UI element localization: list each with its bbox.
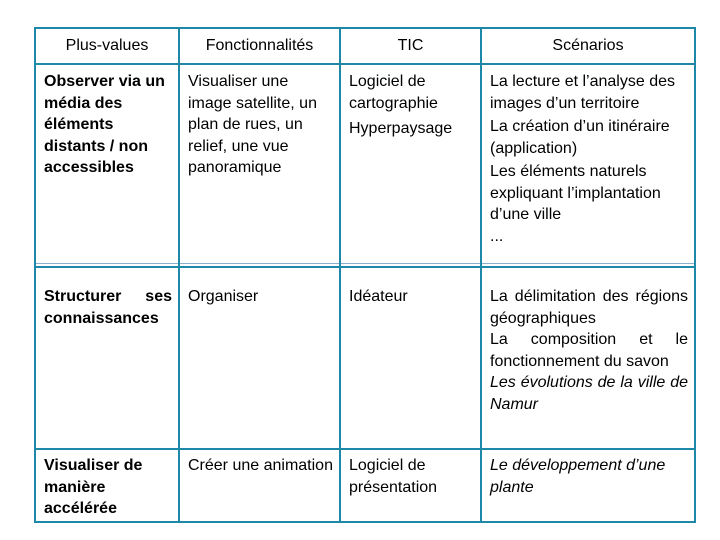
competency-table xyxy=(34,27,696,523)
row2-plus-value-text: Structurer ses connaissances xyxy=(44,288,172,327)
row3-fonctionnalite xyxy=(180,451,339,481)
row2-plus-value xyxy=(36,282,178,333)
row3-plus-value-text: Visualiser de manière accélérée xyxy=(44,457,143,517)
header-plus-values-label: Plus-values xyxy=(65,37,149,55)
row2-scenario-3: Les évolutions de la ville de Namur xyxy=(490,374,688,413)
header-plus-values xyxy=(36,29,178,63)
row2-scenarios xyxy=(482,282,694,419)
row1-scenario-3: Les éléments naturels expliquant l’implantation d’une ville xyxy=(490,163,661,223)
row2-scenario-2: La composition et le fonctionnement du savon xyxy=(490,331,688,370)
row1-plus-value-text: Observer via un média des éléments distants / non accessibles xyxy=(44,73,165,176)
header-tic-label: TIC xyxy=(397,37,424,55)
row3-scenarios xyxy=(482,451,694,502)
row3-tic-item-1: Logiciel de présentation xyxy=(349,457,438,496)
row1-scenario-4: ... xyxy=(490,227,504,245)
row1-fonctionnalite-text: Visualiser une image satellite, un plan de rues, un relief, une vue panoramique xyxy=(188,73,317,176)
row2-fonctionnalite xyxy=(180,282,339,312)
row2-tic-item-1: Idéateur xyxy=(349,288,408,305)
header-tic xyxy=(341,29,480,63)
row1-tic xyxy=(341,67,480,144)
header-fonctionnalites xyxy=(180,29,339,63)
row3-plus-value xyxy=(36,451,178,524)
row-divider-1 xyxy=(34,263,696,264)
row2-tic xyxy=(341,282,480,312)
row1-tic-item-1: Logiciel de cartographie xyxy=(349,73,438,112)
row1-tic-item-2: Hyperpaysage xyxy=(349,120,453,137)
row1-scenario-1: La lecture et l’analyse des images d’un territoire xyxy=(490,73,675,112)
header-fonctionnalites-label: Fonctionnalités xyxy=(205,37,314,55)
row2-scenario-1: La délimitation des régions géographiques xyxy=(490,288,688,327)
row3-fonctionnalite-text: Créer une animation xyxy=(188,457,333,474)
row1-scenarios xyxy=(482,67,694,251)
row-divider-1-bold xyxy=(34,266,696,268)
row-divider-2 xyxy=(34,448,696,450)
row2-fonctionnalite-text: Organiser xyxy=(188,288,259,305)
row1-fonctionnalite xyxy=(180,67,339,183)
header-scenarios-label: Scénarios xyxy=(552,37,624,55)
row3-scenario-1: Le développement d’une plante xyxy=(490,457,666,496)
row3-tic xyxy=(341,451,480,502)
row1-plus-value xyxy=(36,67,178,183)
header-scenarios xyxy=(482,29,694,63)
table-border-right xyxy=(694,27,696,523)
header-divider xyxy=(34,63,696,65)
row1-scenario-2: La création d’un itinéraire (application) xyxy=(490,118,670,157)
